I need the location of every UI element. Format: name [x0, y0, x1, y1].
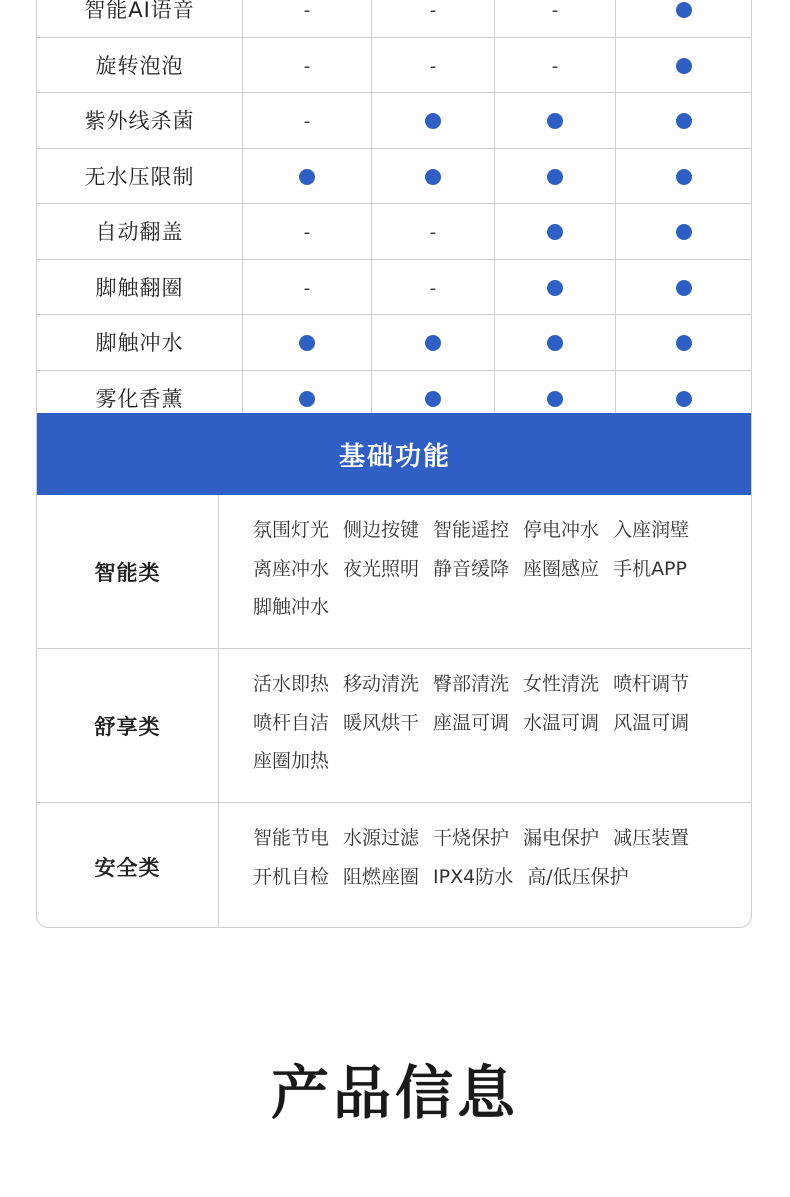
- supported-dot-icon: [299, 391, 315, 407]
- feature-table: [36, 0, 752, 426]
- supported-dot-icon: [676, 169, 692, 185]
- not-supported-dash: -: [429, 55, 437, 77]
- feature-item: 静音缓降: [433, 557, 510, 580]
- feature-item: 女性清洗: [523, 673, 600, 695]
- feature-name: 智能AI语音: [37, 0, 243, 37]
- supported-dot-icon: [676, 280, 692, 296]
- not-supported-dash: -: [551, 0, 559, 22]
- not-supported-dash: -: [303, 222, 311, 244]
- feature-item: 智能节电: [253, 827, 330, 849]
- supported-dot-icon: [547, 169, 563, 185]
- feature-name: 无水压限制: [37, 148, 243, 204]
- supported-dot-icon: [425, 113, 441, 129]
- not-supported-dash: -: [303, 0, 311, 22]
- banner-title: 基础功能: [338, 441, 451, 472]
- category-row: [37, 495, 752, 648]
- feature-cell: [495, 93, 616, 149]
- feature-name: 脚触翻圈: [37, 259, 243, 315]
- feature-item: 漏电保护: [523, 827, 600, 849]
- feature-item: 停电冲水: [523, 519, 600, 541]
- feature-row: [37, 259, 753, 315]
- feature-item: 水源过滤: [343, 827, 420, 849]
- feature-item: 风温可调: [613, 711, 690, 734]
- feature-cell: [243, 0, 372, 37]
- feature-item: 干烧保护: [433, 827, 510, 849]
- feature-cell: [372, 204, 495, 260]
- feature-cell: [372, 0, 495, 37]
- basic-functions-banner: [36, 413, 752, 495]
- category-items: [219, 649, 752, 803]
- feature-cell: [372, 93, 495, 149]
- not-supported-dash: -: [429, 0, 437, 22]
- feature-cell: [372, 37, 495, 93]
- feature-name: 雾化香薰: [37, 370, 243, 426]
- category-name: 舒享类: [37, 649, 219, 803]
- feature-item: 高/低压保护: [527, 865, 629, 888]
- feature-item: 侧边按键: [343, 519, 420, 541]
- supported-dot-icon: [676, 391, 692, 407]
- feature-cell: [243, 37, 372, 93]
- spec-card: [36, 0, 752, 928]
- feature-item: 座圈感应: [523, 557, 600, 580]
- feature-cell: [616, 148, 753, 204]
- product-info-title: 产品信息: [270, 1059, 519, 1127]
- feature-name: 自动翻盖: [37, 204, 243, 260]
- feature-cell: [616, 204, 753, 260]
- feature-item: 减压装置: [613, 827, 690, 849]
- feature-name: 脚触冲水: [37, 315, 243, 371]
- feature-cell: [243, 259, 372, 315]
- supported-dot-icon: [547, 280, 563, 296]
- feature-item: 水温可调: [523, 711, 600, 734]
- feature-cell: [616, 315, 753, 371]
- feature-item: 氛围灯光: [253, 519, 330, 541]
- feature-cell: [495, 204, 616, 260]
- supported-dot-icon: [425, 169, 441, 185]
- feature-cell: [372, 148, 495, 204]
- feature-cell: [495, 148, 616, 204]
- supported-dot-icon: [425, 335, 441, 351]
- feature-cell: [243, 93, 372, 149]
- feature-item: 暖风烘干: [343, 711, 420, 734]
- supported-dot-icon: [547, 224, 563, 240]
- supported-dot-icon: [676, 224, 692, 240]
- not-supported-dash: -: [303, 277, 311, 299]
- category-row: [37, 802, 752, 928]
- feature-row: [37, 0, 753, 37]
- category-items: [219, 803, 752, 928]
- feature-name: 旋转泡泡: [37, 37, 243, 93]
- feature-cell: [495, 259, 616, 315]
- feature-cell: [243, 204, 372, 260]
- feature-item: 手机APP: [613, 557, 687, 580]
- feature-item: 离座冲水: [253, 557, 330, 580]
- supported-dot-icon: [676, 335, 692, 351]
- not-supported-dash: -: [429, 277, 437, 299]
- category-name: 安全类: [37, 803, 219, 928]
- feature-row: [37, 37, 753, 93]
- feature-cell: [372, 259, 495, 315]
- feature-row: [37, 204, 753, 260]
- supported-dot-icon: [425, 391, 441, 407]
- feature-item: 夜光照明: [343, 557, 420, 580]
- supported-dot-icon: [547, 391, 563, 407]
- feature-item: IPX4防水: [433, 865, 514, 888]
- supported-dot-icon: [676, 2, 692, 18]
- not-supported-dash: -: [303, 111, 311, 133]
- feature-cell: [243, 315, 372, 371]
- feature-row: [37, 148, 753, 204]
- feature-item: 喷杆调节: [613, 673, 690, 695]
- supported-dot-icon: [299, 335, 315, 351]
- category-items: [219, 495, 752, 648]
- feature-item: 智能遥控: [433, 519, 510, 541]
- feature-cell: [616, 259, 753, 315]
- feature-item: 活水即热: [253, 673, 330, 695]
- feature-cell: [495, 315, 616, 371]
- feature-cell: [616, 37, 753, 93]
- category-row: [37, 648, 752, 803]
- feature-item: 移动清洗: [343, 673, 420, 695]
- not-supported-dash: -: [551, 55, 559, 77]
- feature-cell: [495, 37, 616, 93]
- supported-dot-icon: [676, 58, 692, 74]
- supported-dot-icon: [299, 169, 315, 185]
- supported-dot-icon: [676, 113, 692, 129]
- category-name: 智能类: [37, 495, 219, 648]
- feature-item: 脚触冲水: [253, 596, 330, 618]
- feature-cell: [372, 315, 495, 371]
- not-supported-dash: -: [429, 222, 437, 244]
- feature-item: 座圈加热: [253, 750, 330, 772]
- feature-item: 喷杆自洁: [253, 711, 330, 734]
- feature-item: 阻燃座圈: [343, 865, 420, 888]
- feature-cell: [495, 0, 616, 37]
- not-supported-dash: -: [303, 55, 311, 77]
- feature-name: 紫外线杀菌: [37, 93, 243, 149]
- feature-row: [37, 315, 753, 371]
- feature-item: 开机自检: [253, 865, 330, 888]
- supported-dot-icon: [547, 113, 563, 129]
- feature-row: [37, 93, 753, 149]
- supported-dot-icon: [547, 335, 563, 351]
- feature-cell: [616, 0, 753, 37]
- feature-item: 臀部清洗: [433, 673, 510, 695]
- feature-item: 入座润壁: [613, 519, 690, 541]
- feature-cell: [616, 93, 753, 149]
- feature-cell: [243, 148, 372, 204]
- feature-item: 座温可调: [433, 711, 510, 734]
